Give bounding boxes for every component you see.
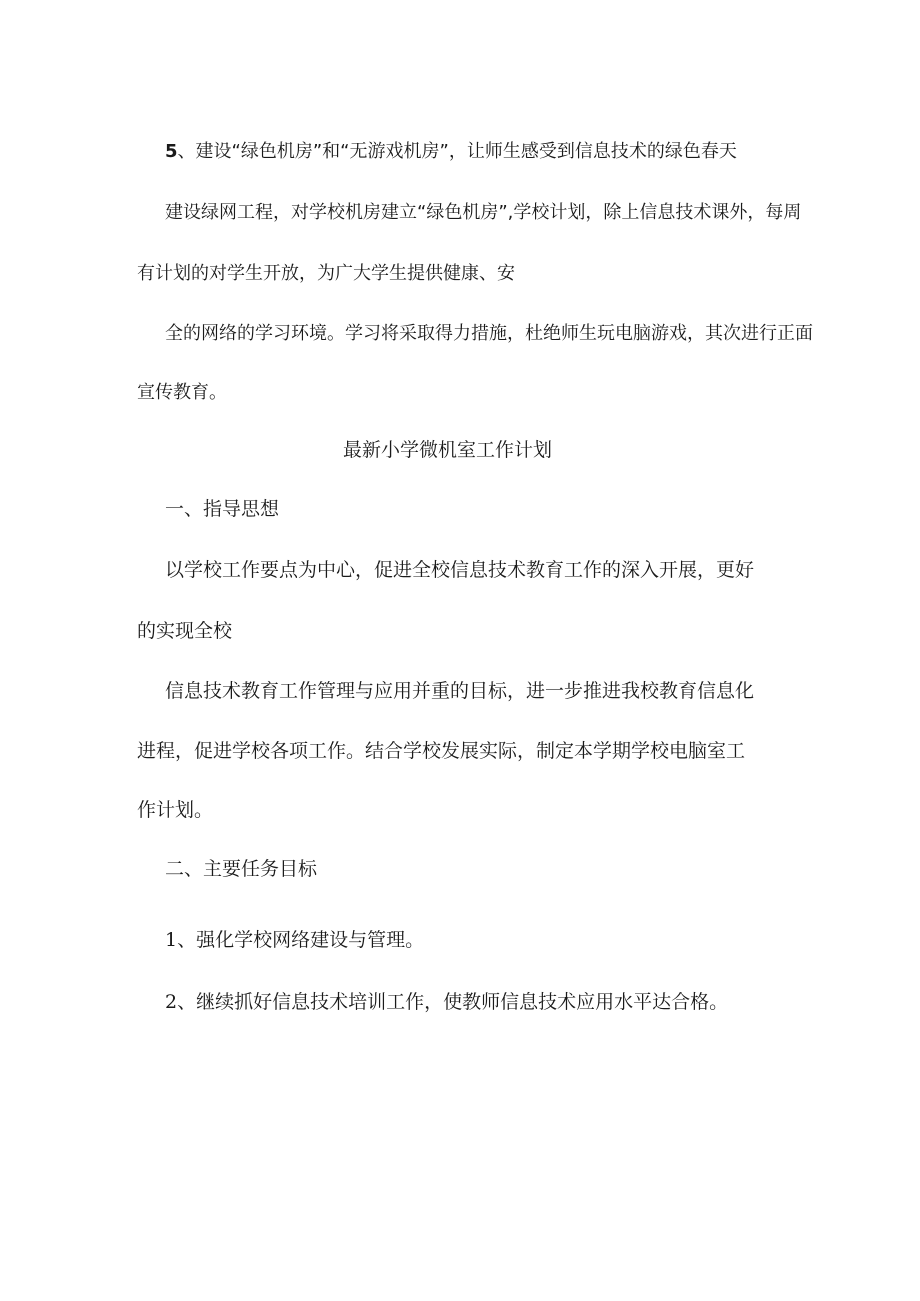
section5-heading (165, 140, 737, 164)
section5-para2-line1: 全的网络的学习环境。学习将采取得力措施，杜绝师生玩电脑游戏，其次进行正面 (165, 323, 813, 344)
section5-number: 5 (165, 141, 178, 162)
plan-title: 最新小学微机室工作计划 (343, 439, 553, 461)
plan-heading-main-tasks: 二、主要任务目标 (165, 858, 318, 880)
section5-heading-text: 、建设“绿色机房”和“无游戏机房”，让师生感受到信息技术的绿色春天 (177, 141, 737, 162)
section5-para2-line2: 宣传教育。 (137, 382, 227, 403)
plan-para2-line3: 作计划。 (137, 799, 214, 821)
plan-para2-line1: 信息技术教育工作管理与应用并重的目标，进一步推进我校教育信息化 (165, 680, 755, 702)
section5-para1-line2: 有计划的对学生开放，为广大学生提供健康、安 (137, 263, 515, 284)
plan-heading-guiding-thought: 一、指导思想 (165, 498, 280, 520)
plan-para2-line2: 进程，促进学校各项工作。结合学校发展实际，制定本学期学校电脑室工 (137, 740, 746, 762)
section5-para1-line1: 建设绿网工程，对学校机房建立“绿色机房”,学校计划，除上信息技术课外，每周 (165, 202, 802, 223)
plan-item-2: 2、继续抓好信息技术培训工作，使教师信息技术应用水平达合格。 (165, 991, 729, 1013)
plan-item-1: 1、强化学校网络建设与管理。 (165, 929, 425, 951)
plan-para1-line2: 的实现全校 (137, 620, 233, 642)
plan-para1-line1: 以学校工作要点为中心，促进全校信息技术教育工作的深入开展，更好 (165, 559, 755, 581)
